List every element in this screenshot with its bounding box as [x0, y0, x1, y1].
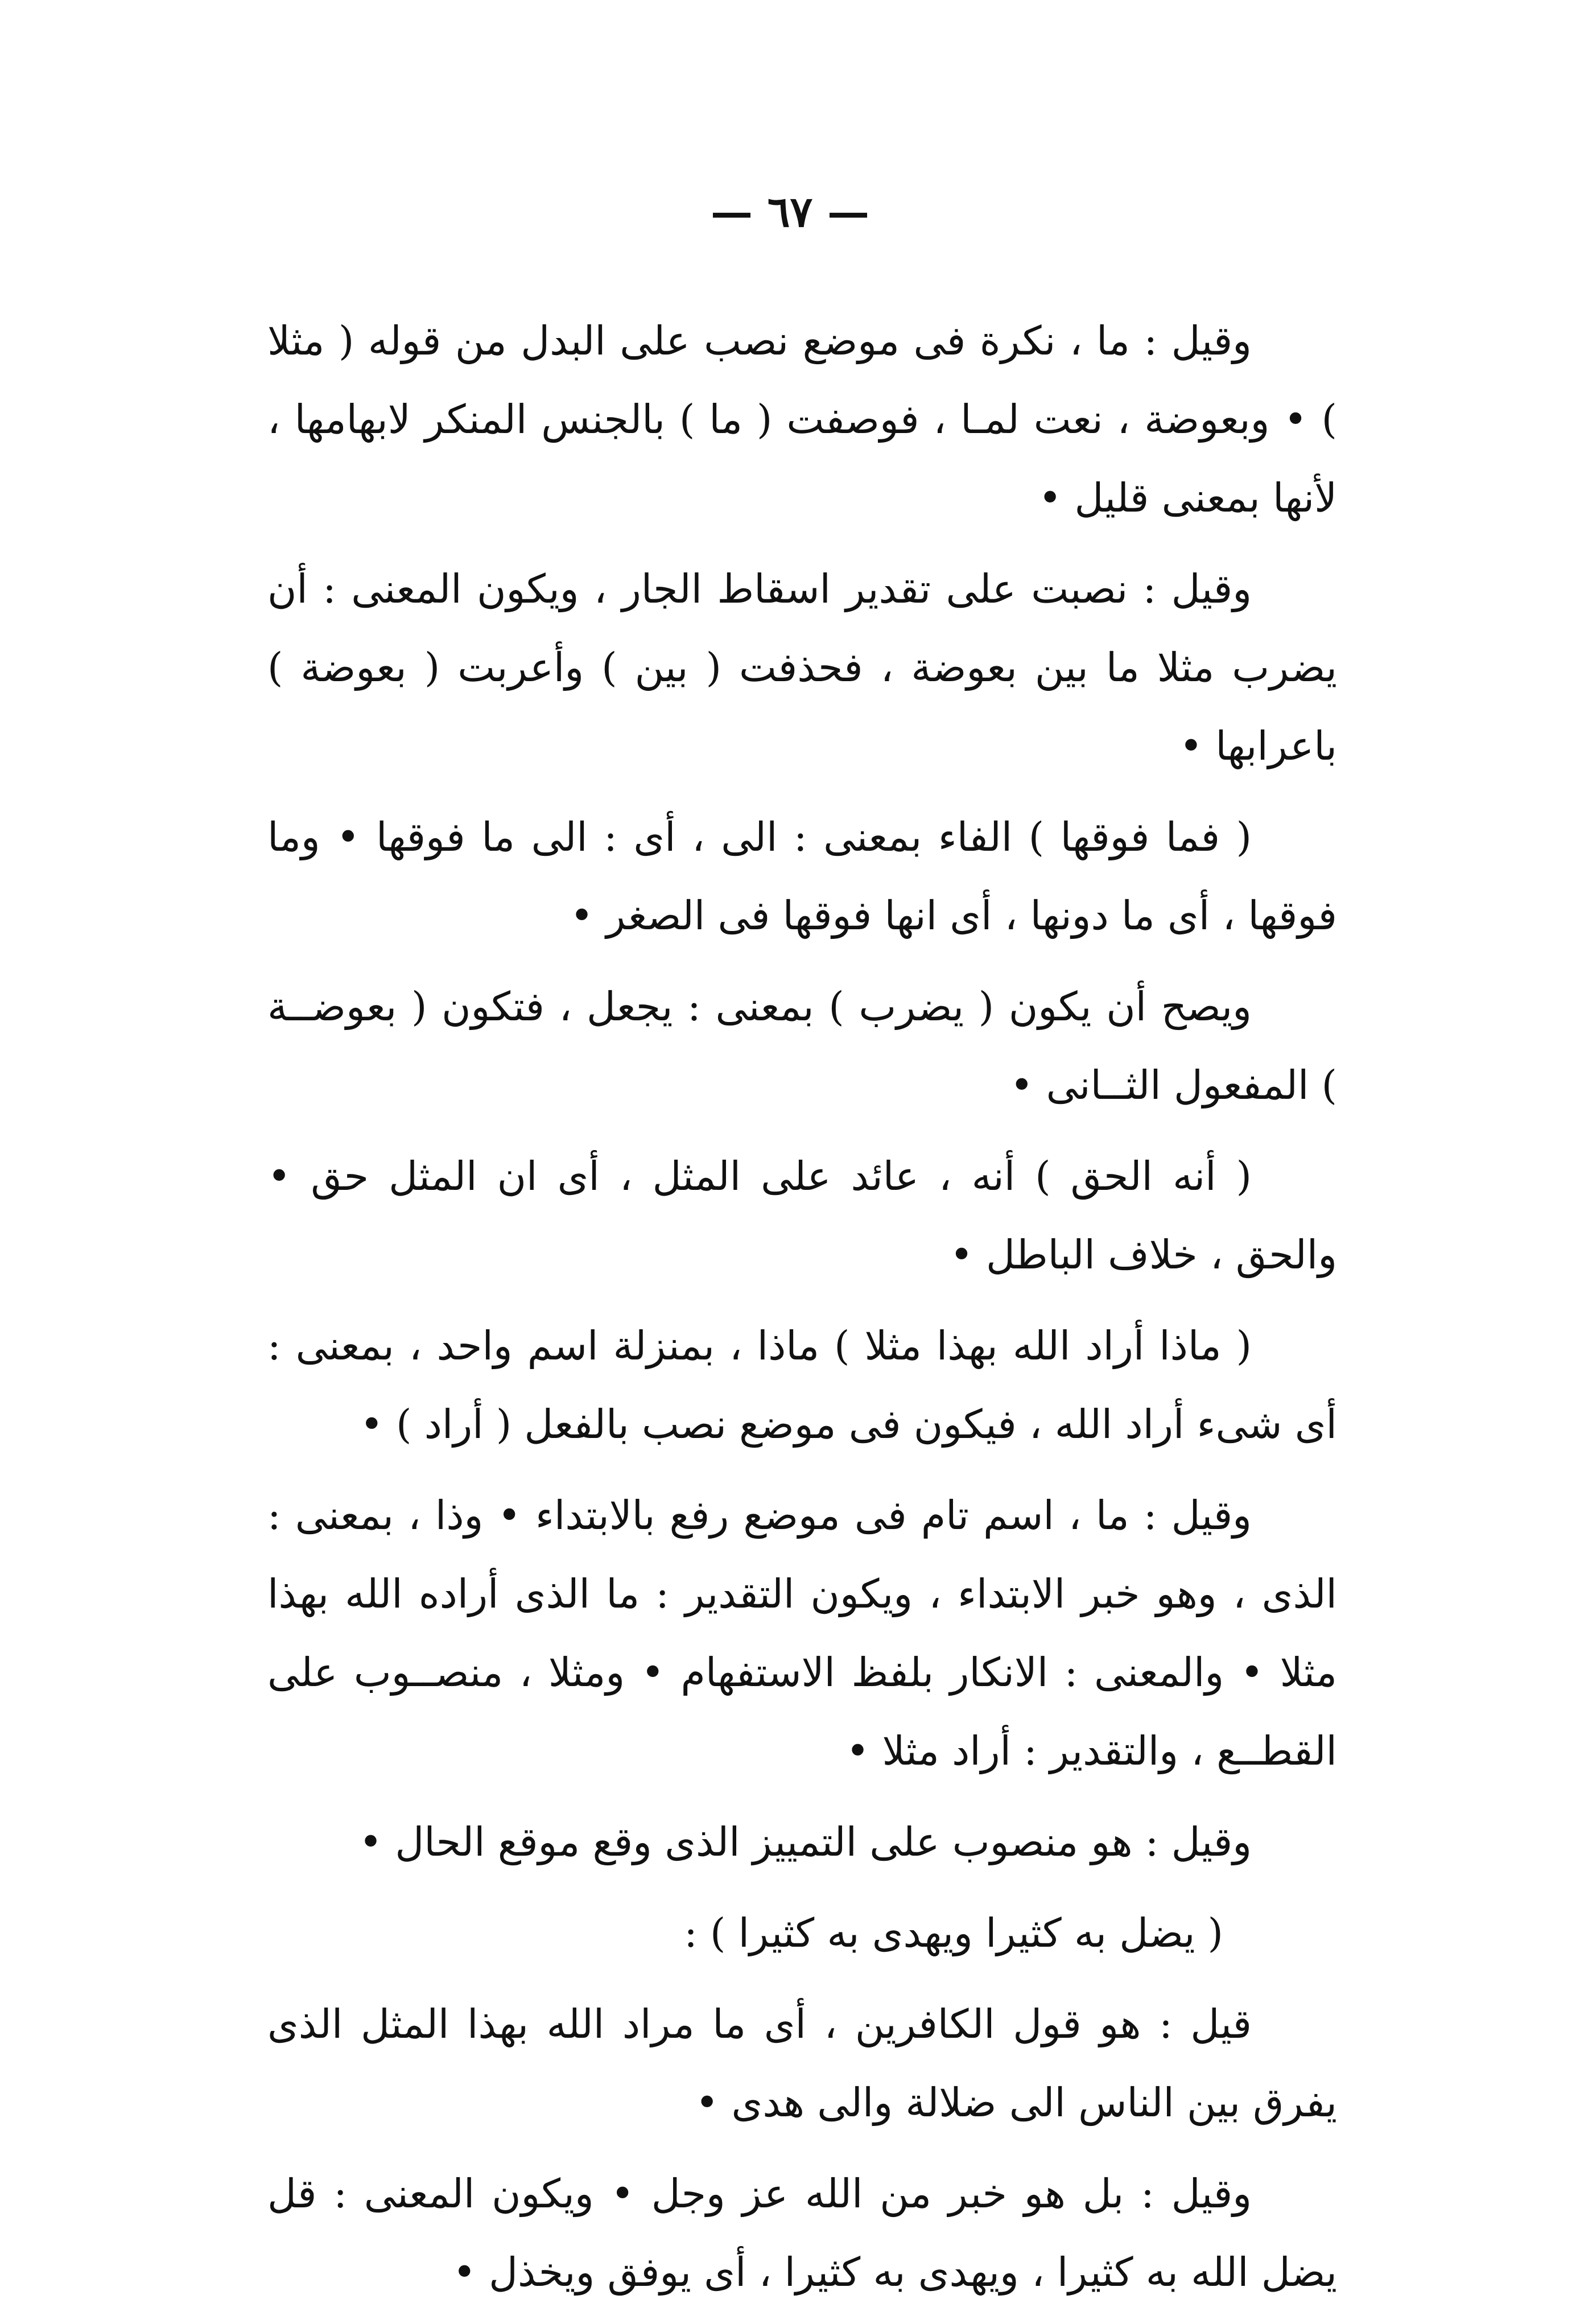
- paragraph: قيل : هو قول الكافرين ، أى ما مراد الله بهذا المثل الذى يفرق بين الناس الى ضلالة والى هدى •: [267, 2001, 1337, 2126]
- paragraph: ( أنه الحق ) أنه ، عائد على المثل ، أى ان المثل حق • والحق ، خلاف الباطل •: [267, 1153, 1337, 1278]
- page-body: [267, 302, 1337, 2324]
- paragraph: ( ماذا أراد الله بهذا مثلا ) ماذا ، بمنزلة اسم واحد ، بمعنى : أى شىء أراد الله ، فيكون فى موضع نصب بالفعل ( أراد ) •: [267, 1322, 1337, 1448]
- paragraph: وقيل : ما ، اسم تام فى موضع رفع بالابتداء • وذا ، بمعنى : الذى ، وهو خبر الابتداء ، ويكون التقدير : ما الذى أراده الله بهذا مثلا • والمعنى : الانكار بلفظ الاستفهام • ومثلا ، منصــوب على القطــع ، والتقدير : أراد مثلا •: [267, 1492, 1338, 1774]
- paragraph: وقيل : ما ، نكرة فى موضع نصب على البدل من قوله ( مثلا ) • وبعوضة ، نعت لمـا ، فوصفت ( ما ) بالجنس المنكر لابهامها ، لأنها بمعنى قليل •: [267, 318, 1337, 521]
- page-number: — ٦٧ —: [710, 188, 870, 237]
- paragraph: وقيل : نصبت على تقدير اسقاط الجار ، ويكون المعنى : أن يضرب مثلا ما بين بعوضة ، فحذفت ( بين ) وأعربت ( بعوضة ) باعرابها •: [267, 566, 1337, 769]
- quoted-verse: ( يضل به كثيرا ويهدى به كثيرا ) :: [684, 1910, 1223, 1956]
- paragraph: وقيل : بل هو خبر من الله عز وجل • ويكون المعنى : قل يضل الله به كثيرا ، ويهدى به كثيرا ، أى يوفق ويخذل •: [267, 2170, 1337, 2296]
- paragraph: ويصح أن يكون ( يضرب ) بمعنى : يجعل ، فتكون ( بعوضــة ) المفعول الثــانى •: [267, 983, 1337, 1109]
- paragraph: ( فما فوقها ) الفاء بمعنى : الى ، أى : الى ما فوقها • وما فوقها ، أى ما دونها ، أى انها فوقها فى الصغر •: [267, 814, 1337, 939]
- paragraph: وقيل : هو منصوب على التمييز الذى وقع موقع الحال •: [358, 1819, 1252, 1865]
